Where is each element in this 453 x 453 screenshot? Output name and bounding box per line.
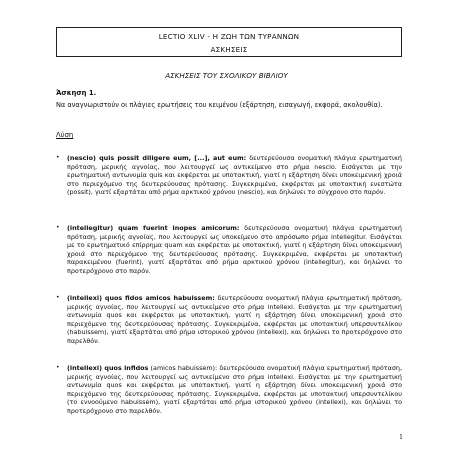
page-number: 1	[399, 434, 403, 441]
solution-label: Λύση	[56, 131, 74, 139]
answer-text: δευτερεύουσα ονοματική πλάγια ερωτηματική πρόταση, μερικής αγνοίας, που λειτουργεί ως αντικείμενο στο ρήμα nescio. Εισάγεται με την ερωτηματική αντωνυμία quis και εκφέρεται με υποτακτική, γιατί η εξάρτηση δίνει υποκειμενική χροιά στο περιεχόμενο της δευτερεύουσας πρότασης. Συγκεκριμένα, εκφέρεται με υποτακτική ενεστώτα (possit), γιατί εξαρτάται από ρήμα αρκτικού χρόνου (nescio), και δηλώνει το σύγχρονο στο παρόν.	[67, 154, 402, 197]
answer-lead: (intellexi) quos infidos	[67, 364, 149, 372]
answer-body	[67, 364, 402, 416]
lesson-title: LECTIO XLIV - Η ΖΩΗ ΤΩΝ ΤΥΡΑΝΝΩΝ	[158, 32, 300, 41]
answer-text: δευτερεύουσα ονοματική πλάγια ερωτηματική πρόταση, μερικής αγνοίας, που λειτουργεί ως υποκείμενο στο απρόσωπο ρήμα intellegitur. Εισάγεται με το ερωτηματικό επίρρημα quam και εκφέρεται με υποτακτική, γιατί η εξάρτηση δίνει υποκειμενική χροιά στο περιεχόμενο της δευτερεύουσας πρότασης. Συγκεκριμένα, εκφέρεται με υποτακτική παρακειμένου (fuerint), γιατί εξαρτάται από ρήμα αρκτικού χρόνου (intellegitur), και δηλώνει το προτερόχρονο στο παρόν.	[67, 224, 402, 275]
answer-item	[56, 294, 402, 346]
answer-lead: (intellexi) quos fidos amicos habuissem:	[67, 294, 215, 302]
exercise-title: Άσκηση 1.	[56, 89, 97, 97]
answer-item	[56, 224, 402, 276]
answer-text: (amicos habuissem): δευτερεύουσα ονοματική πλάγια ερωτηματική πρόταση, μερικής αγνοίας, που λειτουργεί ως αντικείμενο στο ρήμα intellexi. Εισάγεται με την ερωτηματική αντωνυμία quos και εκφέρεται με υποτακτική, γιατί η εξάρτηση δίνει υποκειμενική χροιά στο περιεχόμενο της δευτερεύουσας πρότασης. Συγκεκριμένα, εκφέρεται με υποτακτική υπερσυντελίκου (το εννοούμενο habuissem), γιατί εξαρτάται από ρήμα ιστορικού χρόνου (intellexi), και δηλώνει το προτερόχρονο στο παρελθόν.	[67, 364, 402, 415]
answer-body	[67, 154, 402, 197]
answer-body	[67, 294, 402, 346]
exercise-task: Να αναγνωριστούν οι πλάγιες ερωτήσεις του κειμένου (εξάρτηση, εισαγωγή, εκφορά, ακολουθία).	[56, 101, 383, 109]
answer-body	[67, 224, 402, 276]
bullet-icon: •	[56, 224, 60, 231]
header-box	[56, 27, 402, 57]
answer-lead: (intellegitur) quam fuerint inopes amicorum:	[67, 224, 240, 232]
answer-text: δευτερεύουσα ονοματική πλάγια ερωτηματική πρόταση, μερικής αγνοίας, που λειτουργεί ως αντικείμενο στο ρήμα intellexi. Εισάγεται με την ερωτηματική αντωνυμία quos και εκφέρεται με υποτακτική, γιατί η εξάρτηση δίνει υποκειμενική χροιά στο περιεχόμενο της δευτερεύουσας πρότασης. Συγκεκριμένα, εκφέρεται με υποτακτική υπερσυντελίκου (habuissem), γιατί εξαρτάται από ρήμα ιστορικού χρόνου (intellexi), και δηλώνει το προτερόχρονο στο παρελθόν.	[67, 294, 402, 345]
bullet-icon: •	[56, 294, 60, 301]
bullet-icon: •	[56, 154, 60, 161]
answer-lead: (nescio) quis possit diligere eum, [...], aut eum:	[67, 154, 247, 162]
bullet-icon: •	[56, 364, 60, 371]
section-title: ΑΣΚΗΣΕΙΣ ΤΟΥ ΣΧΟΛΙΚΟΥ ΒΙΒΛΙΟΥ	[165, 71, 288, 80]
answer-item	[56, 154, 402, 197]
lesson-subtitle: ΑΣΚΗΣΕΙΣ	[210, 45, 248, 54]
answer-item	[56, 364, 402, 416]
